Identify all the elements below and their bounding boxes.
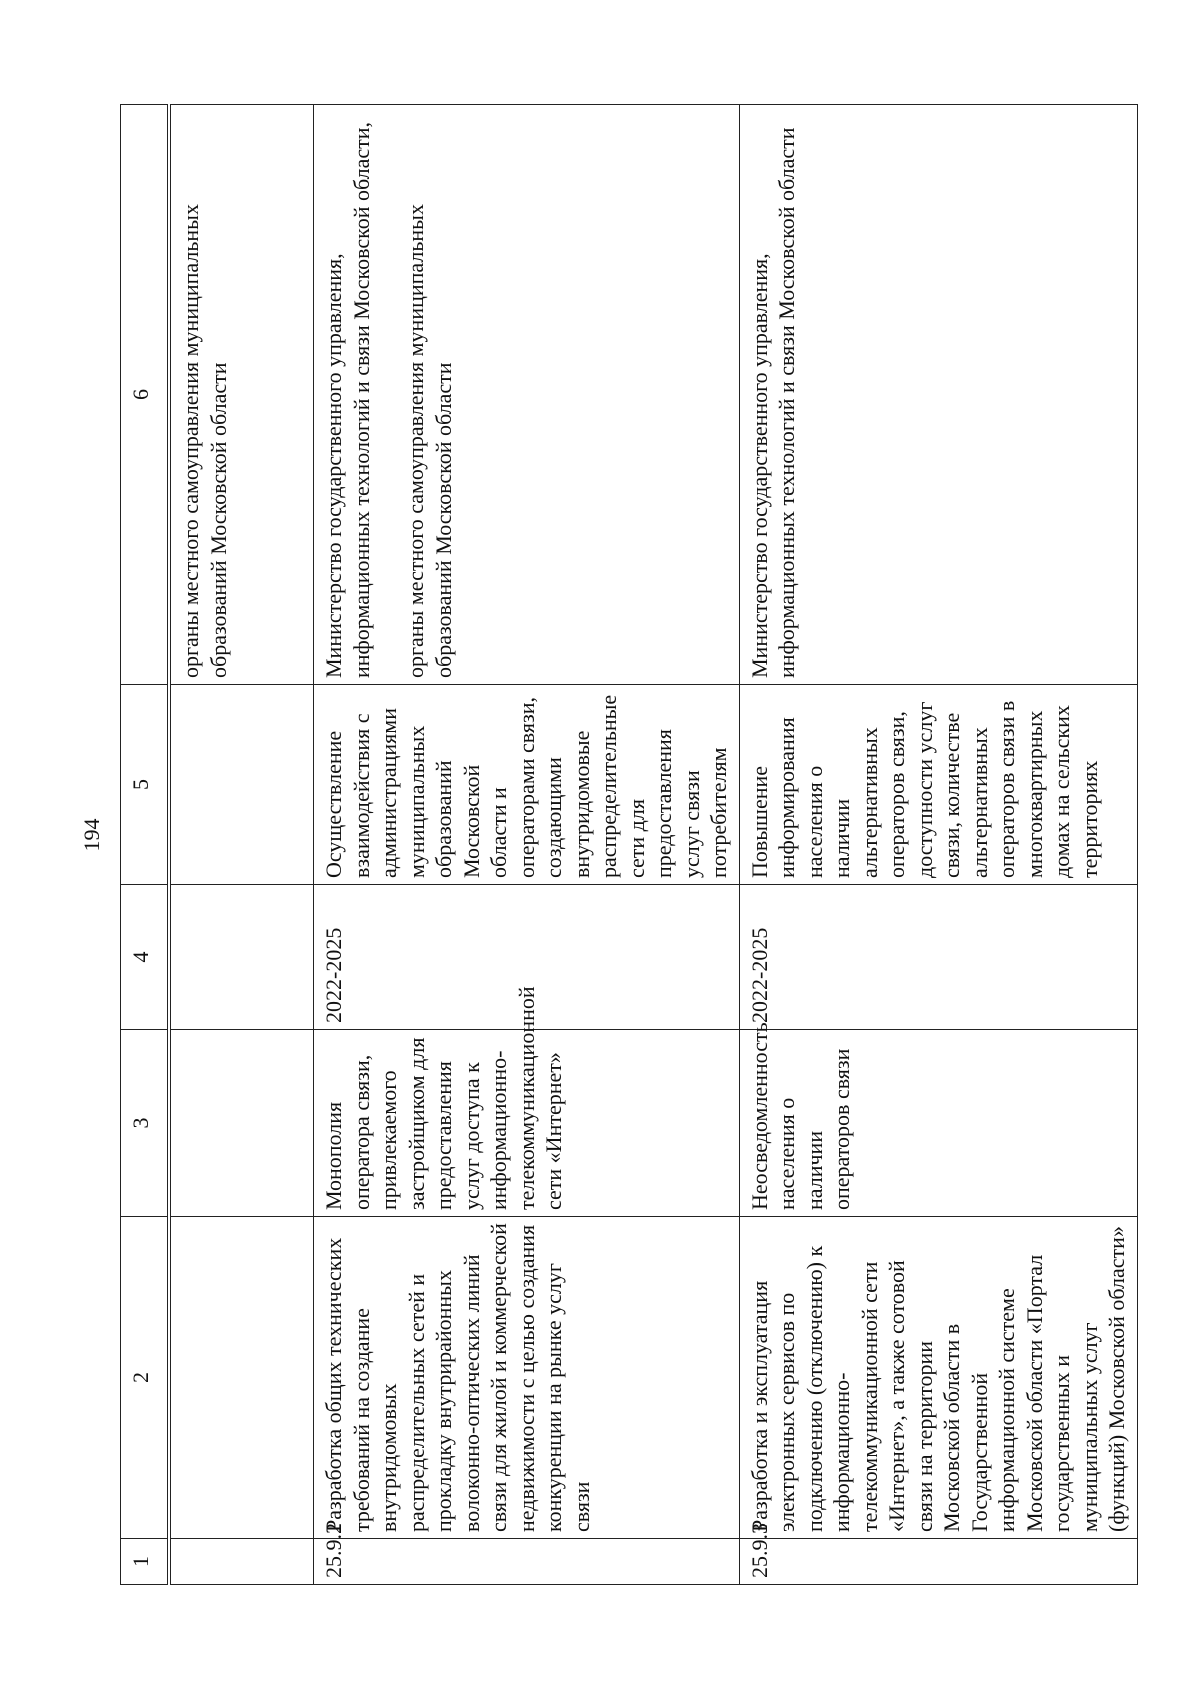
problem-cell: Монополия оператора связи, привлекаемого застройщиком для предоставления услуг доступа к информационно-телекоммуникационной сети «Интернет» [314, 1030, 740, 1217]
measures-table-frame [120, 105, 1129, 1585]
responsible-cell [314, 105, 740, 685]
responsible-municipal: органы местного самоуправления муниципальных образований Московской области [403, 204, 456, 678]
cell-spacer [375, 111, 402, 678]
period-cell [169, 885, 314, 1030]
responsible-cell: органы местного самоуправления муниципальных образований Московской области [169, 105, 314, 685]
problem-cell: Неосведомленность населения о наличии операторов связи [739, 1030, 1137, 1217]
column-header-3: 3 [121, 1030, 170, 1217]
column-header-2: 2 [121, 1217, 170, 1539]
page-number: 194 [79, 818, 104, 852]
result-cell: Осуществление взаимодействия с администрациями муниципальных образований Московской области и операторами связи, создающими внутридомовые распределительные сети для предоставления услуг связи потребителям [314, 685, 740, 885]
row-number-cell [169, 1539, 314, 1585]
table-row [169, 105, 314, 1585]
problem-cell [169, 1030, 314, 1217]
column-header-4: 4 [121, 885, 170, 1030]
row-number-cell: 25.9.3 [739, 1539, 1137, 1585]
column-header-5: 5 [121, 685, 170, 885]
column-header-6: 6 [121, 105, 170, 685]
result-cell [169, 685, 314, 885]
row-number-cell: 25.9.2 [314, 1539, 740, 1585]
measures-table [120, 104, 1138, 1585]
header-row [121, 105, 170, 1585]
responsible-cell: Министерство государственного управления, информационных технологий и связи Московской области [739, 105, 1137, 685]
table-row [739, 105, 1137, 1585]
column-header-1: 1 [121, 1539, 170, 1585]
measure-cell: Разработка и эксплуатация электронных сервисов по подключению (отключению) к информационно-телекоммуникационной сети «Интернет», а также сотовой связи на территории Московской области в Государственной информационной системе Московской области «Портал государственных и муниципальных услуг (функций) Московской области» [739, 1217, 1137, 1539]
measure-cell: Разработка общих технических требований на создание внутридомовых распределительных сетей и прокладку внутрирайонных волоконно-оптических линий связи для жилой и коммерческой недвижимости с целью создания конкуренции на рынке услуг связи [314, 1217, 740, 1539]
measure-cell [169, 1217, 314, 1539]
result-cell: Повышение информирования населения о наличии альтернативных операторов связи, доступности услуг связи, количестве альтернативных операторов связи в многоквартирных домах на сельских территориях [739, 685, 1137, 885]
period-cell: 2022-2025 [314, 885, 740, 1030]
period-cell: 2022-2025 [739, 885, 1137, 1030]
table-row [314, 105, 740, 1585]
responsible-ministry: Министерство государственного управления, информационных технологий и связи Московской области, [321, 121, 374, 678]
